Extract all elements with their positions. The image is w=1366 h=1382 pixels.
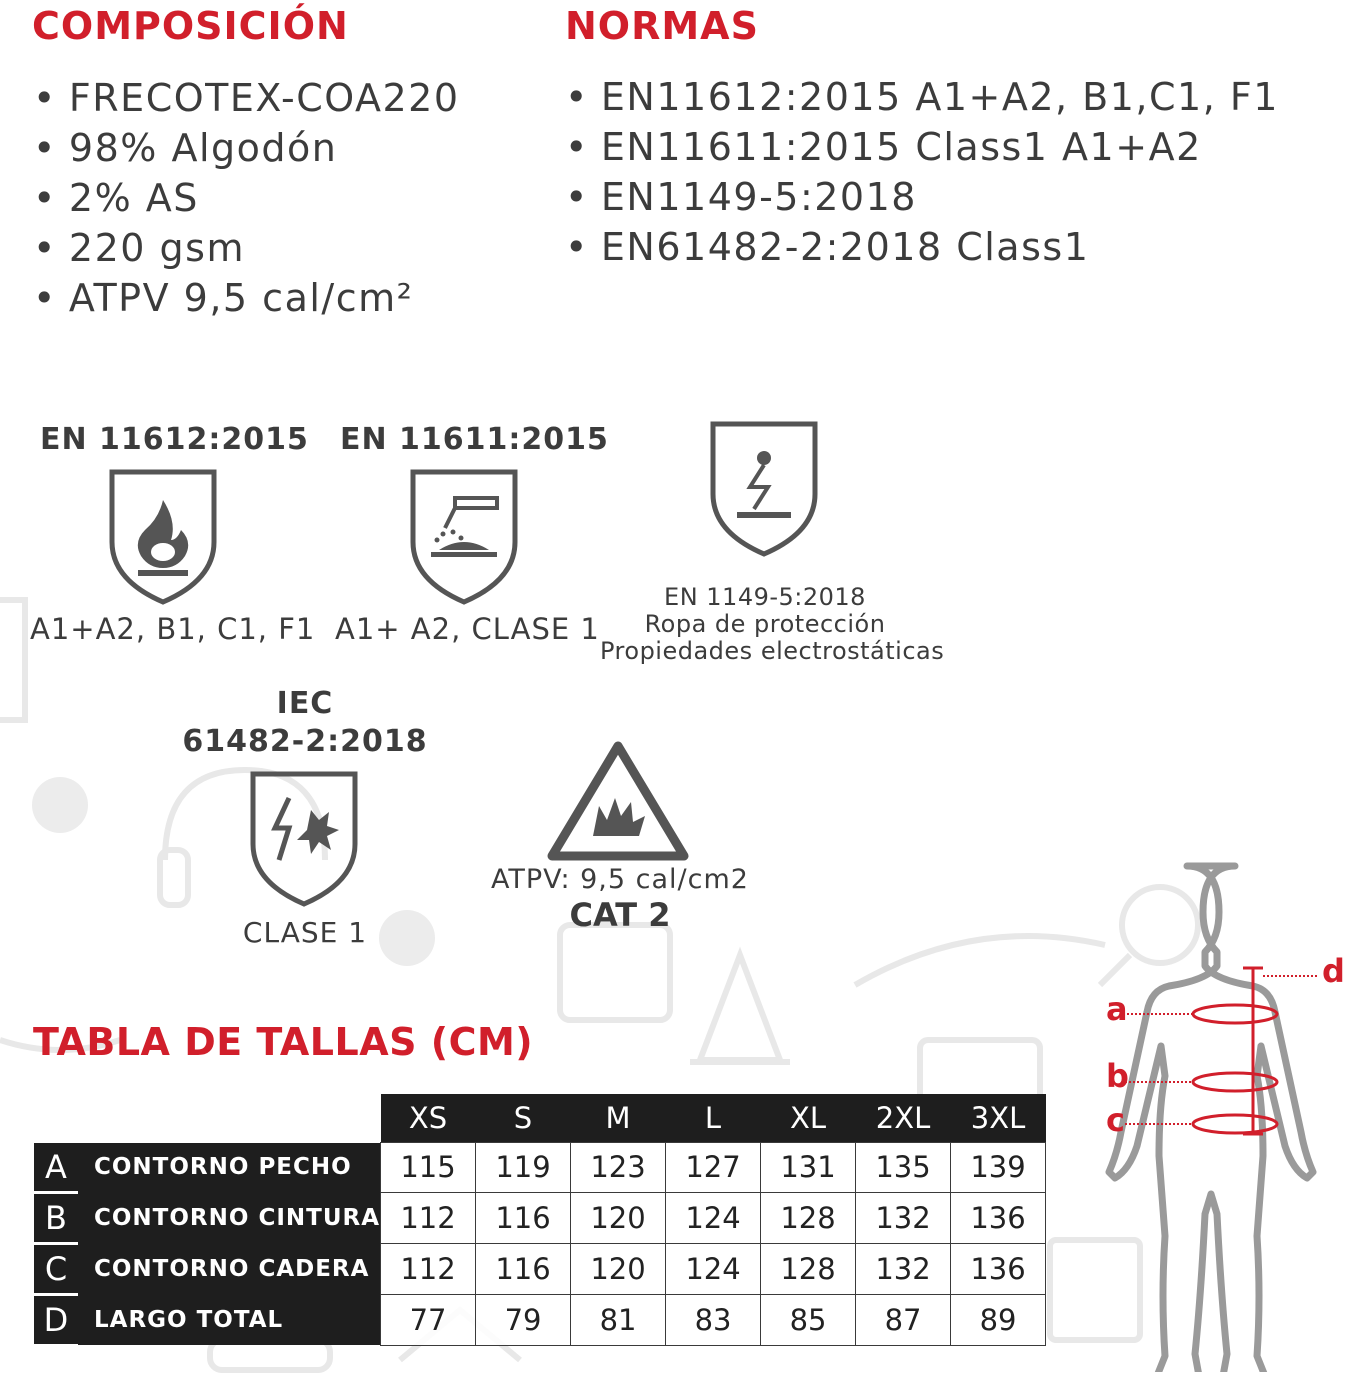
welding-shield-icon — [409, 468, 519, 606]
figure-label-a: a — [1106, 990, 1129, 1028]
figure-label-b: b — [1106, 1057, 1130, 1095]
normas-list — [565, 72, 1279, 272]
row-letter: C — [34, 1243, 78, 1294]
table-cell: 123 — [571, 1143, 666, 1193]
table-cell: 112 — [381, 1243, 476, 1294]
size-header: 2XL — [856, 1094, 951, 1143]
size-header: XL — [761, 1094, 856, 1143]
composicion-item: • 2% AS — [33, 173, 460, 223]
composicion-title: COMPOSICIÓN — [32, 4, 349, 48]
size-table — [34, 1094, 1046, 1347]
table-cell: 119 — [476, 1143, 571, 1193]
table-cell: 136 — [951, 1243, 1046, 1294]
table-cell: 85 — [761, 1294, 856, 1345]
row-letter: A — [34, 1143, 78, 1193]
cert-atpv-caption: ATPV: 9,5 cal/cm2 — [491, 864, 749, 895]
row-label: LARGO TOTAL — [78, 1294, 381, 1345]
table-cell: 112 — [381, 1192, 476, 1243]
cert-iec-title-line1: IEC — [276, 686, 334, 721]
row-label: CONTORNO PECHO — [78, 1143, 381, 1193]
composicion-item: • 98% Algodón — [33, 123, 460, 173]
row-label: CONTORNO CADERA — [78, 1243, 381, 1294]
table-cell: 128 — [761, 1192, 856, 1243]
composicion-item: • FRECOTEX-COA220 — [33, 73, 460, 123]
table-row — [34, 1143, 1046, 1193]
size-header: 3XL — [951, 1094, 1046, 1143]
body-measurement-figure — [1090, 862, 1360, 1372]
table-row — [34, 1243, 1046, 1294]
cert-en11611-title: EN 11611:2015 — [340, 422, 609, 457]
table-cell: 120 — [571, 1243, 666, 1294]
table-cell: 120 — [571, 1192, 666, 1243]
table-cell: 128 — [761, 1243, 856, 1294]
cert-en1149-line: Ropa de protección — [644, 610, 886, 638]
cert-iec-caption: CLASE 1 — [242, 916, 368, 949]
cert-en1149-line: EN 1149-5:2018 — [664, 583, 866, 611]
cert-en1149-line: Propiedades electrostáticas — [600, 637, 945, 665]
composicion-list — [33, 73, 460, 323]
row-label: CONTORNO CINTURA — [78, 1192, 381, 1243]
cert-iec-title-line2: 61482-2:2018 — [182, 724, 428, 759]
table-cell: 116 — [476, 1192, 571, 1243]
table-cell: 115 — [381, 1143, 476, 1193]
figure-label-c: c — [1106, 1101, 1126, 1139]
normas-title: NORMAS — [565, 4, 759, 48]
size-header: L — [666, 1094, 761, 1143]
table-cell: 124 — [666, 1192, 761, 1243]
empty-corner — [78, 1094, 381, 1143]
row-letter: D — [34, 1294, 78, 1345]
cert-en1149-captions — [600, 583, 945, 665]
table-row — [34, 1294, 1046, 1345]
cert-en11611-caption: A1+ A2, CLASE 1 — [335, 612, 600, 646]
table-cell: 77 — [381, 1294, 476, 1345]
arc-flash-warning-icon — [545, 738, 691, 864]
figure-label-d: d — [1322, 952, 1346, 990]
empty-corner — [34, 1094, 78, 1143]
cert-en11612-caption: A1+A2, B1, C1, F1 — [30, 612, 316, 646]
table-cell: 83 — [666, 1294, 761, 1345]
size-table-title: TABLA DE TALLAS (CM) — [33, 1020, 534, 1064]
table-cell: 89 — [951, 1294, 1046, 1345]
composicion-item: • ATPV 9,5 cal/cm² — [33, 273, 460, 323]
normas-item: • EN11612:2015 A1+A2, B1,C1, F1 — [565, 72, 1279, 122]
cert-atpv-category: CAT 2 — [569, 896, 671, 934]
table-cell: 127 — [666, 1143, 761, 1193]
table-cell: 87 — [856, 1294, 951, 1345]
size-header: M — [571, 1094, 666, 1143]
cert-en11612-title: EN 11612:2015 — [40, 422, 309, 457]
body-silhouette-icon — [1109, 866, 1313, 1372]
table-cell: 81 — [571, 1294, 666, 1345]
table-cell: 124 — [666, 1243, 761, 1294]
electrostatic-shield-icon — [709, 420, 819, 558]
table-cell: 131 — [761, 1143, 856, 1193]
cert-iec-title — [180, 685, 430, 761]
flame-shield-icon — [108, 468, 218, 606]
size-header: XS — [381, 1094, 476, 1143]
normas-item: • EN1149-5:2018 — [565, 172, 1279, 222]
table-row — [34, 1192, 1046, 1243]
table-cell: 116 — [476, 1243, 571, 1294]
table-cell: 132 — [856, 1192, 951, 1243]
table-cell: 136 — [951, 1192, 1046, 1243]
composicion-item: • 220 gsm — [33, 223, 460, 273]
size-header-row — [34, 1094, 1046, 1143]
table-cell: 139 — [951, 1143, 1046, 1193]
table-cell: 79 — [476, 1294, 571, 1345]
row-letter: B — [34, 1192, 78, 1243]
electric-arc-shield-icon — [249, 770, 359, 908]
normas-item: • EN11611:2015 Class1 A1+A2 — [565, 122, 1279, 172]
size-header: S — [476, 1094, 571, 1143]
table-cell: 132 — [856, 1243, 951, 1294]
normas-item: • EN61482-2:2018 Class1 — [565, 222, 1279, 272]
table-cell: 135 — [856, 1143, 951, 1193]
